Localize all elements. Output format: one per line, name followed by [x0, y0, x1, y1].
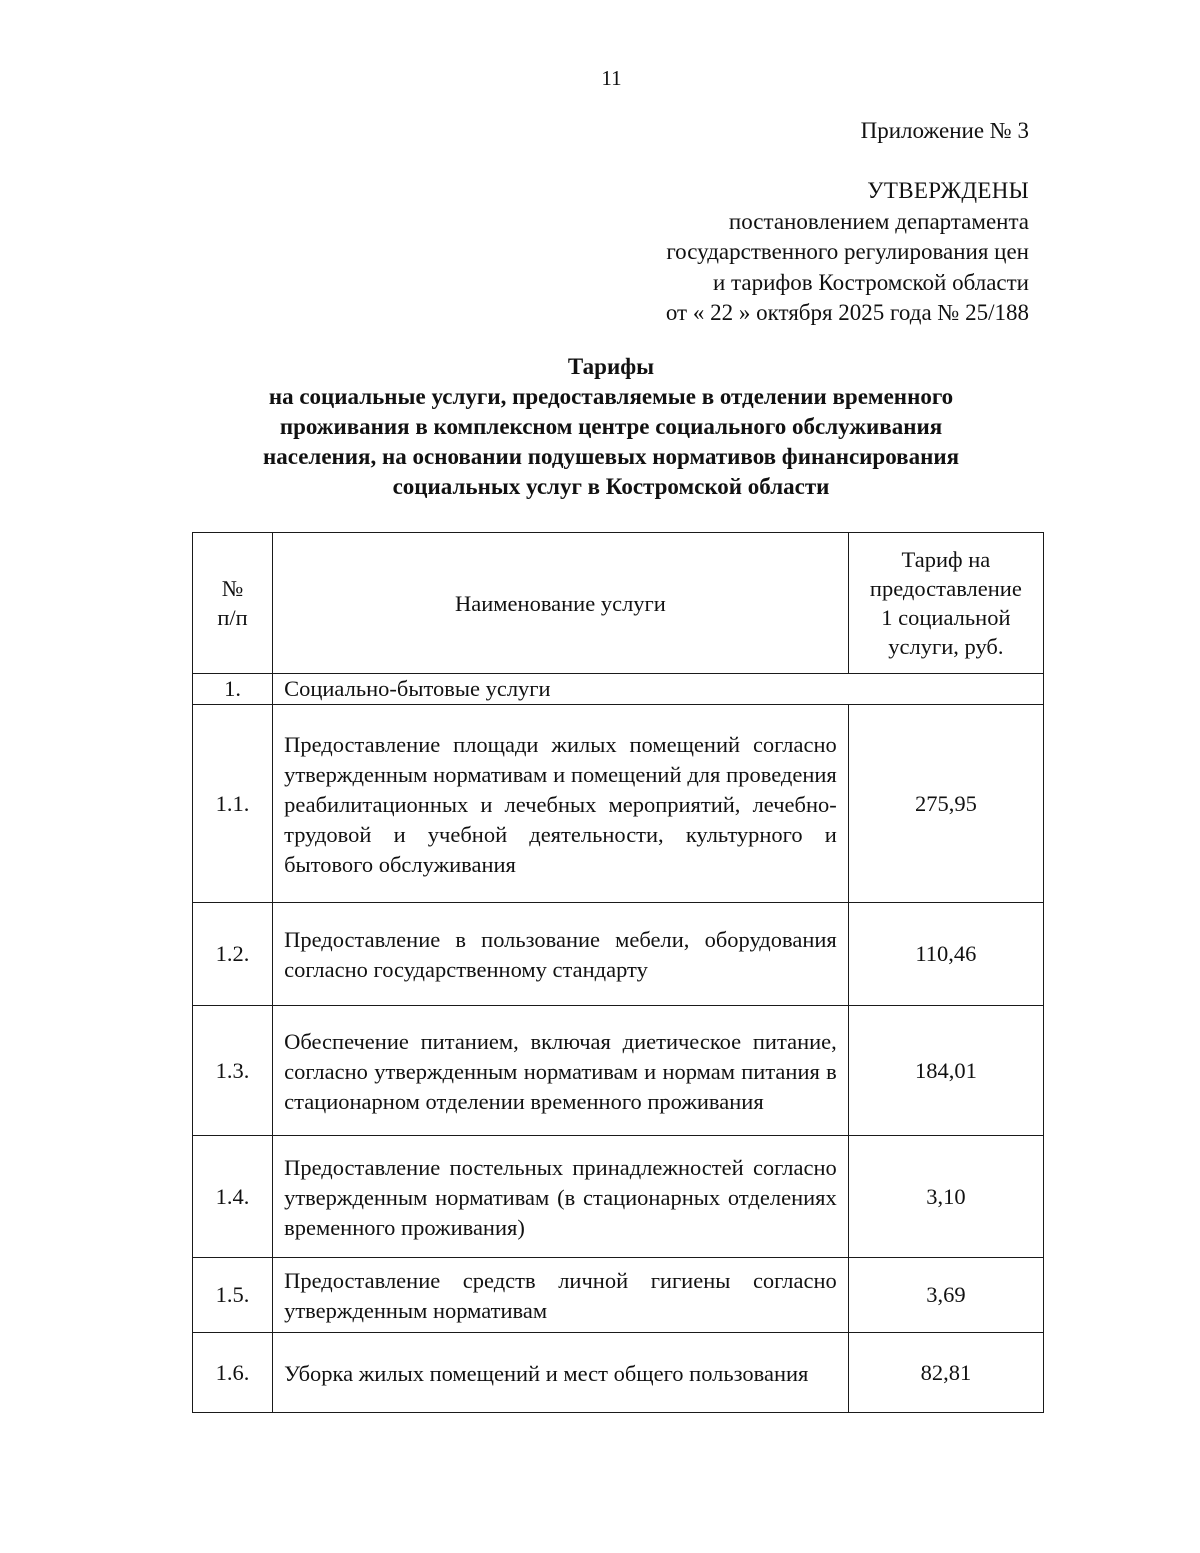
- row-tariff: 3,69: [848, 1258, 1043, 1333]
- row-number: 1.4.: [193, 1136, 273, 1258]
- table-row: [193, 1006, 1044, 1136]
- header-tariff-line: Тариф на: [901, 547, 991, 572]
- header-number: [193, 533, 273, 674]
- row-number: 1.5.: [193, 1258, 273, 1333]
- table-row: [193, 1258, 1044, 1333]
- row-tariff: 110,46: [848, 903, 1043, 1006]
- header-tariff-line: 1 социальной: [881, 605, 1011, 630]
- page-number: 11: [601, 66, 622, 90]
- section-title: Социально-бытовые услуги: [273, 674, 1044, 705]
- title-line: на социальные услуги, предоставляемые в отделении временного: [268, 384, 954, 409]
- approval-line: постановлением департамента: [728, 208, 1029, 234]
- appendix-label: Приложение № 3: [860, 118, 1029, 143]
- header-service-name: Наименование услуги: [273, 533, 849, 674]
- title-line: населения, на основании подушевых нормативов финансирования: [262, 444, 960, 469]
- approval-line: и тарифов Костромской области: [712, 269, 1029, 295]
- row-service-name: Уборка жилых помещений и мест общего пользования: [273, 1333, 849, 1413]
- header-number-symbol: №: [221, 576, 244, 601]
- header-tariff-line: услуги, руб.: [888, 634, 1004, 659]
- title-line: социальных услуг в Костромской области: [392, 474, 830, 499]
- table-header-row: [193, 533, 1044, 674]
- row-number: 1.2.: [193, 903, 273, 1006]
- header-tariff: [848, 533, 1043, 674]
- section-row: [193, 674, 1044, 705]
- table-row: [193, 1333, 1044, 1413]
- title-line: проживания в комплексном центре социального обслуживания: [279, 414, 943, 439]
- row-service-name: Предоставление в пользование мебели, оборудования согласно государственному стандарту: [273, 903, 849, 1006]
- table-row: [193, 705, 1044, 903]
- row-number: 1.3.: [193, 1006, 273, 1136]
- row-tariff: 3,10: [848, 1136, 1043, 1258]
- row-tariff: 184,01: [848, 1006, 1043, 1136]
- row-service-name: Предоставление средств личной гигиены согласно утвержденным нормативам: [273, 1258, 849, 1333]
- approval-line: государственного регулирования цен: [666, 239, 1029, 264]
- row-number: 1.1.: [193, 705, 273, 903]
- header-number-abbr: п/п: [217, 605, 248, 630]
- table-row: [193, 1136, 1044, 1258]
- row-service-name: Предоставление площади жилых помещений согласно утвержденным нормативам и помещений для проведения реабилитационных и лечебных мероприятий, лечебно-трудовой и учебной деятельности, культурного и бытового обслуживания: [273, 705, 849, 903]
- tariffs-table: [192, 532, 1044, 1413]
- row-tariff: 82,81: [848, 1333, 1043, 1413]
- approval-block: [666, 176, 1029, 329]
- row-service-name: Предоставление постельных принадлежностей согласно утвержденным нормативам (в стационарных отделениях временного проживания): [273, 1136, 849, 1258]
- approval-heading: УТВЕРЖДЕНЫ: [867, 178, 1029, 203]
- document-title: [180, 352, 1042, 502]
- row-tariff: 275,95: [848, 705, 1043, 903]
- title-main: Тарифы: [567, 354, 655, 379]
- header-tariff-line: предоставление: [869, 576, 1022, 601]
- table-row: [193, 903, 1044, 1006]
- approval-date-line: от « 22 » октября 2025 года № 25/188: [665, 300, 1029, 325]
- row-number: 1.6.: [193, 1333, 273, 1413]
- row-service-name: Обеспечение питанием, включая диетическое питание, согласно утвержденным нормативам и нормам питания в стационарном отделении временного проживания: [273, 1006, 849, 1136]
- section-number: 1.: [193, 674, 273, 705]
